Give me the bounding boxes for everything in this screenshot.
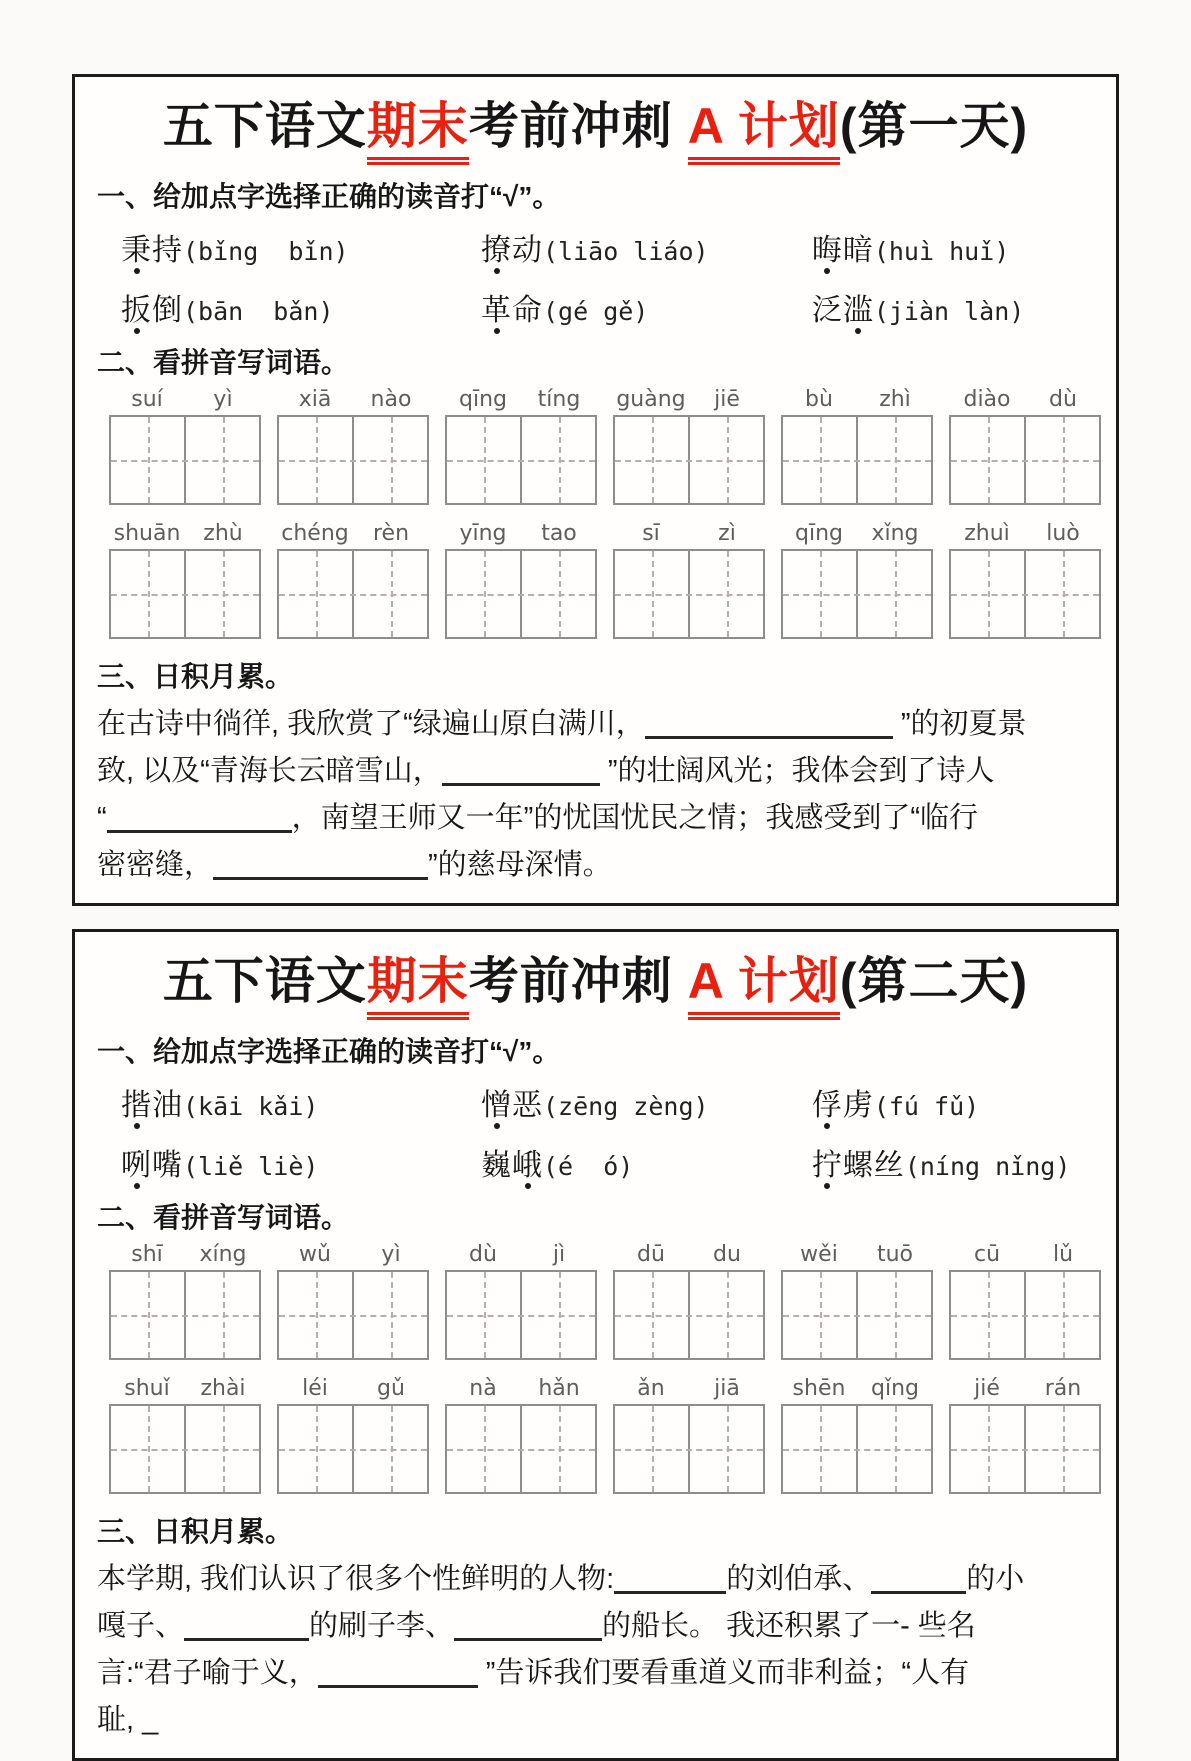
accumulation-paragraph [97,1556,1094,1744]
tianzige-cell [1024,1272,1099,1358]
paragraph-text: 言:“君子喻于义， [97,1657,318,1689]
writing-grid [613,1404,765,1494]
pinyin-labels [277,387,429,412]
tianzige-cell [783,1272,856,1358]
writing-grid [949,549,1101,639]
word-suffix: 动 [512,234,543,267]
word-grid-group [277,1242,429,1360]
section1-heading: 一、给加点字选择正确的读音打“√”。 [97,1036,561,1067]
word-grid-group [613,387,765,505]
fill-in-blank [454,1608,602,1641]
tianzige-cell [279,551,352,637]
tianzige-cell [184,1272,259,1358]
pronunciation-item [481,1080,812,1124]
item-word [121,1089,183,1122]
tianzige-cell [1024,417,1099,503]
pinyin-syllable: jiā [714,1376,740,1401]
word-suffix: 嘴 [152,1149,183,1182]
paragraph-text: 在古诗中徜徉, 我欣赏了“绿遍山原白满川， [97,708,645,740]
pinyin-labels [781,1242,933,1267]
pinyin-labels [277,521,429,546]
tianzige-cell [688,1272,763,1358]
pinyin-labels [949,387,1101,412]
section2-heading: 二、看拼音写词语。 [97,1202,350,1233]
paragraph-line [97,795,1094,842]
tianzige-cell [447,1406,520,1492]
title-segment: (第二天) [839,953,1029,1009]
panel-title [97,93,1094,159]
pinyin-syllable: tao [541,521,577,546]
word-grid-group [613,521,765,639]
pinyin-labels [445,387,597,412]
dotted-character: 革 [481,285,512,329]
tianzige-cell [111,551,184,637]
title-segment: 考前冲刺 [468,98,688,154]
pinyin-syllable: rèn [372,521,410,546]
paragraph-text: “ [97,802,107,834]
writing-grid [613,1270,765,1360]
word-grid-group [109,521,261,639]
tianzige-cell [111,1272,184,1358]
item-word [481,1089,543,1122]
tianzige-cell [856,1272,931,1358]
word-grid-group [445,521,597,639]
pronunciation-items [97,1080,1094,1184]
paragraph-line [97,1556,1094,1603]
tianzige-cell [615,1406,688,1492]
title-segment: 五下语文 [162,98,367,154]
writing-grid [109,415,261,505]
writing-grid [277,1404,429,1494]
word-grid-group [949,387,1101,505]
pinyin-syllable: luò [1046,521,1080,546]
pinyin-labels [445,1242,597,1267]
writing-grid [109,549,261,639]
pinyin-syllable: guàng [616,387,686,412]
dotted-character: 滥 [843,285,874,329]
pinyin-syllable: qīng [459,387,507,412]
pinyin-syllable: dū [637,1242,665,1267]
dotted-character: 峨 [512,1140,543,1184]
word-suffix: 命 [512,294,543,327]
item-word [121,1149,183,1182]
title-red-segment: 期末 [367,98,469,165]
tianzige-cell [856,417,931,503]
word-grid-group [949,1242,1101,1360]
title-segment: (第一天) [839,98,1029,154]
worksheet-panel-day2 [72,929,1119,1761]
word-grid-group [781,1376,933,1494]
word-grid-group [445,1376,597,1494]
writing-grid [949,1404,1101,1494]
pinyin-syllable: shī [131,1242,163,1267]
tianzige-cell [352,551,427,637]
dotted-character: 拧 [812,1140,843,1184]
pinyin-options: (fú fǔ) [873,1092,980,1121]
word-prefix: 泛 [811,294,843,327]
word-grid-group [277,1376,429,1494]
writing-grid [109,1270,261,1360]
item-word [121,234,183,267]
word-suffix: 暗 [842,234,874,267]
pronunciation-item [481,1140,812,1184]
tianzige-cell [1024,551,1099,637]
word-grid-group [109,1242,261,1360]
word-grid-group [781,387,933,505]
tianzige-cell [352,1406,427,1492]
paragraph-text: ”的慈母深情。 [428,849,612,881]
tianzige-cell [688,1406,763,1492]
pinyin-syllable: dù [1049,387,1077,412]
tianzige-cell [856,1406,931,1492]
pinyin-syllable: qīng [795,521,843,546]
pinyin-syllable: lǔ [1052,1242,1074,1267]
writing-grid [445,1404,597,1494]
pinyin-labels [949,1376,1101,1401]
pinyin-syllable: nào [370,387,412,412]
dotted-character: 秉 [121,225,152,269]
word-suffix: 虏 [842,1089,874,1122]
dotted-character: 扳 [121,285,152,329]
pronunciation-item [812,225,1094,269]
pinyin-labels [109,1376,261,1401]
paragraph-text: 的刘伯承、 [726,1563,872,1595]
word-grid-group [445,387,597,505]
title-red-segment: 期末 [367,953,469,1020]
pinyin-labels [445,521,597,546]
pinyin-syllable: wǔ [299,1242,331,1267]
dotted-character: 撩 [481,225,512,269]
pinyin-syllable: zhài [200,1376,246,1401]
tianzige-cell [688,551,763,637]
pronunciation-item [121,225,481,269]
pinyin-syllable: wěi [800,1242,838,1267]
pinyin-labels [781,521,933,546]
pronunciation-item [481,285,812,329]
paragraph-text: 耻, _ [97,1704,159,1736]
pinyin-options: (bān bǎn) [183,297,334,326]
tianzige-cell [856,551,931,637]
accumulation-paragraph [97,701,1094,889]
writing-grid [277,1270,429,1360]
tianzige-cell [783,1406,856,1492]
pinyin-options: (é ó) [543,1152,634,1181]
paragraph-text: ，南望王师又一年”的忧国忧民之情；我感受到了“临行 [291,802,978,834]
pinyin-grid-row [97,521,1094,639]
tianzige-cell [783,551,856,637]
word-suffix: 持 [152,234,183,267]
pinyin-syllable: zhù [203,521,243,546]
tianzige-cell [184,551,259,637]
pinyin-labels [613,387,765,412]
item-word [481,234,543,267]
fill-in-blank [871,1561,966,1594]
tianzige-cell [688,417,763,503]
pinyin-syllable: shuān [113,521,181,546]
dotted-character: 揩 [121,1080,152,1124]
pinyin-syllable: jié [974,1376,1000,1401]
paragraph-line [97,1650,1094,1697]
word-suffix: 恶 [512,1089,543,1122]
paragraph-text: 本学期, 我们认识了很多个性鲜明的人物: [97,1563,615,1595]
paragraph-line [97,748,1094,795]
tianzige-cell [520,417,595,503]
pinyin-options: (zēng zèng) [543,1092,709,1121]
word-grid-group [949,521,1101,639]
writing-grid [445,549,597,639]
fill-in-blank [442,753,600,786]
tianzige-cell [111,417,184,503]
word-grid-group [109,1376,261,1494]
pinyin-options: (bǐng bǐn) [183,237,349,266]
title-segment: 考前冲刺 [468,953,688,1009]
tianzige-cell [447,1272,520,1358]
pinyin-labels [781,1376,933,1401]
paragraph-text: 密密缝， [97,849,214,881]
writing-grid [613,549,765,639]
section3-heading: 三、日积月累。 [97,1516,294,1547]
pinyin-options: (jiàn làn) [873,297,1025,326]
fill-in-blank [184,1608,309,1641]
tianzige-cell [184,1406,259,1492]
pinyin-labels [949,1242,1101,1267]
item-word [121,294,183,327]
item-word [812,1149,905,1182]
word-grid-group [445,1242,597,1360]
tianzige-cell [520,1272,595,1358]
title-red-segment: A 计划 [688,98,840,165]
pinyin-syllable: xíng [199,1242,247,1267]
writing-grid [781,549,933,639]
pronunciation-item [121,285,481,329]
tianzige-cell [783,417,856,503]
item-word [481,1149,543,1182]
worksheet-panel-day1 [72,74,1119,906]
fill-in-blank [318,1655,478,1688]
paragraph-text: 致, 以及“青海长云暗雪山， [97,755,442,787]
pinyin-syllable: chéng [281,521,349,546]
tianzige-cell [352,1272,427,1358]
pinyin-syllable: du [713,1242,741,1267]
pinyin-syllable: yì [381,1242,401,1267]
pronunciation-item [121,1140,481,1184]
dotted-character: 晦 [812,225,843,269]
panel-title [97,948,1094,1014]
word-grid-group [781,521,933,639]
pinyin-syllable: ǎn [637,1376,665,1401]
writing-grid [949,1270,1101,1360]
item-word [481,294,543,327]
pinyin-syllable: tíng [537,387,581,412]
item-word [812,234,874,267]
fill-in-blank [107,800,292,833]
pinyin-syllable: rán [1044,1376,1082,1401]
tianzige-cell [520,1406,595,1492]
pinyin-syllable: diào [963,387,1011,412]
tianzige-cell [279,1406,352,1492]
pronunciation-items [97,225,1094,329]
fill-in-blank [645,706,893,739]
tianzige-cell [352,417,427,503]
word-grid-group [277,387,429,505]
paragraph-text: 嘎子、 [97,1610,185,1642]
pinyin-syllable: bù [805,387,833,412]
writing-grid [949,415,1101,505]
tianzige-cell [111,1406,184,1492]
word-prefix: 巍 [481,1149,512,1182]
word-grid-group [613,1376,765,1494]
word-grid-group [109,387,261,505]
pronunciation-item [121,1080,481,1124]
pinyin-syllable: qǐng [871,1376,919,1401]
dotted-character: 憎 [481,1080,512,1124]
section3-heading: 三、日积月累。 [97,661,294,692]
pinyin-labels [109,1242,261,1267]
pinyin-labels [445,1376,597,1401]
writing-grid [277,549,429,639]
tianzige-cell [1024,1406,1099,1492]
pinyin-syllable: jì [552,1242,566,1267]
paragraph-text: 的船长。 我还积累了一- 些名 [602,1610,976,1642]
pronunciation-item [481,225,812,269]
tianzige-cell [951,1272,1024,1358]
paragraph-text: 的小 [966,1563,1025,1595]
pinyin-options: (kāi kǎi) [183,1092,319,1121]
pinyin-syllable: yīng [459,521,507,546]
pinyin-syllable: nà [469,1376,497,1401]
word-grid-group [277,521,429,639]
pinyin-grid-row [97,1376,1094,1494]
pinyin-grid-rows [97,1242,1094,1494]
writing-grid [445,415,597,505]
pinyin-labels [613,521,765,546]
tianzige-cell [184,417,259,503]
tianzige-cell [951,417,1024,503]
pinyin-labels [949,521,1101,546]
pinyin-options: (níng nǐng) [904,1152,1071,1181]
pinyin-syllable: xǐng [871,521,919,546]
writing-grid [613,415,765,505]
fill-in-blank [614,1561,726,1594]
item-word [812,1089,874,1122]
dotted-character: 咧 [121,1140,152,1184]
pinyin-grid-row [97,387,1094,505]
pronunciation-item [812,1140,1094,1184]
pinyin-labels [781,387,933,412]
pinyin-labels [277,1376,429,1401]
paragraph-line [97,701,1094,748]
pinyin-labels [613,1376,765,1401]
title-segment: 五下语文 [162,953,367,1009]
word-suffix: 油 [152,1089,183,1122]
pinyin-syllable: shuǐ [124,1376,170,1401]
paragraph-text: ”告诉我们要看重道义而非利益；“人有 [477,1657,970,1689]
paragraph-line [97,1603,1094,1650]
fill-in-blank [213,847,428,880]
pinyin-options: (gé gě) [543,297,649,326]
word-suffix: 倒 [152,294,183,327]
pronunciation-item [812,1080,1094,1124]
pinyin-syllable: tuō [876,1242,914,1267]
pinyin-syllable: zì [718,521,736,546]
writing-grid [781,1404,933,1494]
pinyin-syllable: zhì [879,387,911,412]
word-grid-group [949,1376,1101,1494]
tianzige-cell [447,417,520,503]
tianzige-cell [520,551,595,637]
pinyin-labels [613,1242,765,1267]
pinyin-options: (huì huǐ) [873,237,1010,266]
pinyin-labels [109,521,261,546]
pinyin-syllable: gǔ [377,1376,405,1401]
tianzige-cell [279,1272,352,1358]
word-grid-group [613,1242,765,1360]
tianzige-cell [615,1272,688,1358]
tianzige-cell [615,551,688,637]
pinyin-syllable: shēn [792,1376,846,1401]
pinyin-syllable: hǎn [538,1376,580,1401]
title-red-segment: A 计划 [688,953,840,1020]
pinyin-syllable: suí [131,387,163,412]
dotted-character: 俘 [812,1080,843,1124]
writing-grid [445,1270,597,1360]
pinyin-options: (liāo liáo) [543,237,709,266]
pinyin-syllable: xiā [298,387,332,412]
writing-grid [109,1404,261,1494]
paragraph-line [97,842,1094,889]
pinyin-labels [109,387,261,412]
pinyin-grid-row [97,1242,1094,1360]
pronunciation-item [812,285,1094,329]
tianzige-cell [615,417,688,503]
tianzige-cell [447,551,520,637]
pinyin-syllable: léi [302,1376,328,1401]
pinyin-labels [277,1242,429,1267]
tianzige-cell [951,551,1024,637]
pinyin-syllable: dù [469,1242,497,1267]
pinyin-options: (liě liè) [183,1152,319,1181]
section2-heading: 二、看拼音写词语。 [97,347,350,378]
tianzige-cell [951,1406,1024,1492]
paragraph-text: ”的初夏景 [892,708,1027,740]
pinyin-grid-rows [97,387,1094,639]
writing-grid [277,415,429,505]
paragraph-text: 的刷子李、 [309,1610,455,1642]
paragraph-text: ”的壮阔风光；我体会到了诗人 [599,755,995,787]
word-suffix: 螺丝 [842,1149,905,1182]
pinyin-syllable: jiē [714,387,740,412]
word-grid-group [781,1242,933,1360]
writing-grid [781,1270,933,1360]
writing-grid [781,415,933,505]
pinyin-syllable: zhuì [964,521,1010,546]
pinyin-syllable: sī [642,521,660,546]
pinyin-syllable: yì [213,387,233,412]
section1-heading: 一、给加点字选择正确的读音打“√”。 [97,181,561,212]
paragraph-line [97,1697,1094,1744]
item-word [812,294,874,327]
tianzige-cell [279,417,352,503]
pinyin-syllable: cū [973,1242,1001,1267]
